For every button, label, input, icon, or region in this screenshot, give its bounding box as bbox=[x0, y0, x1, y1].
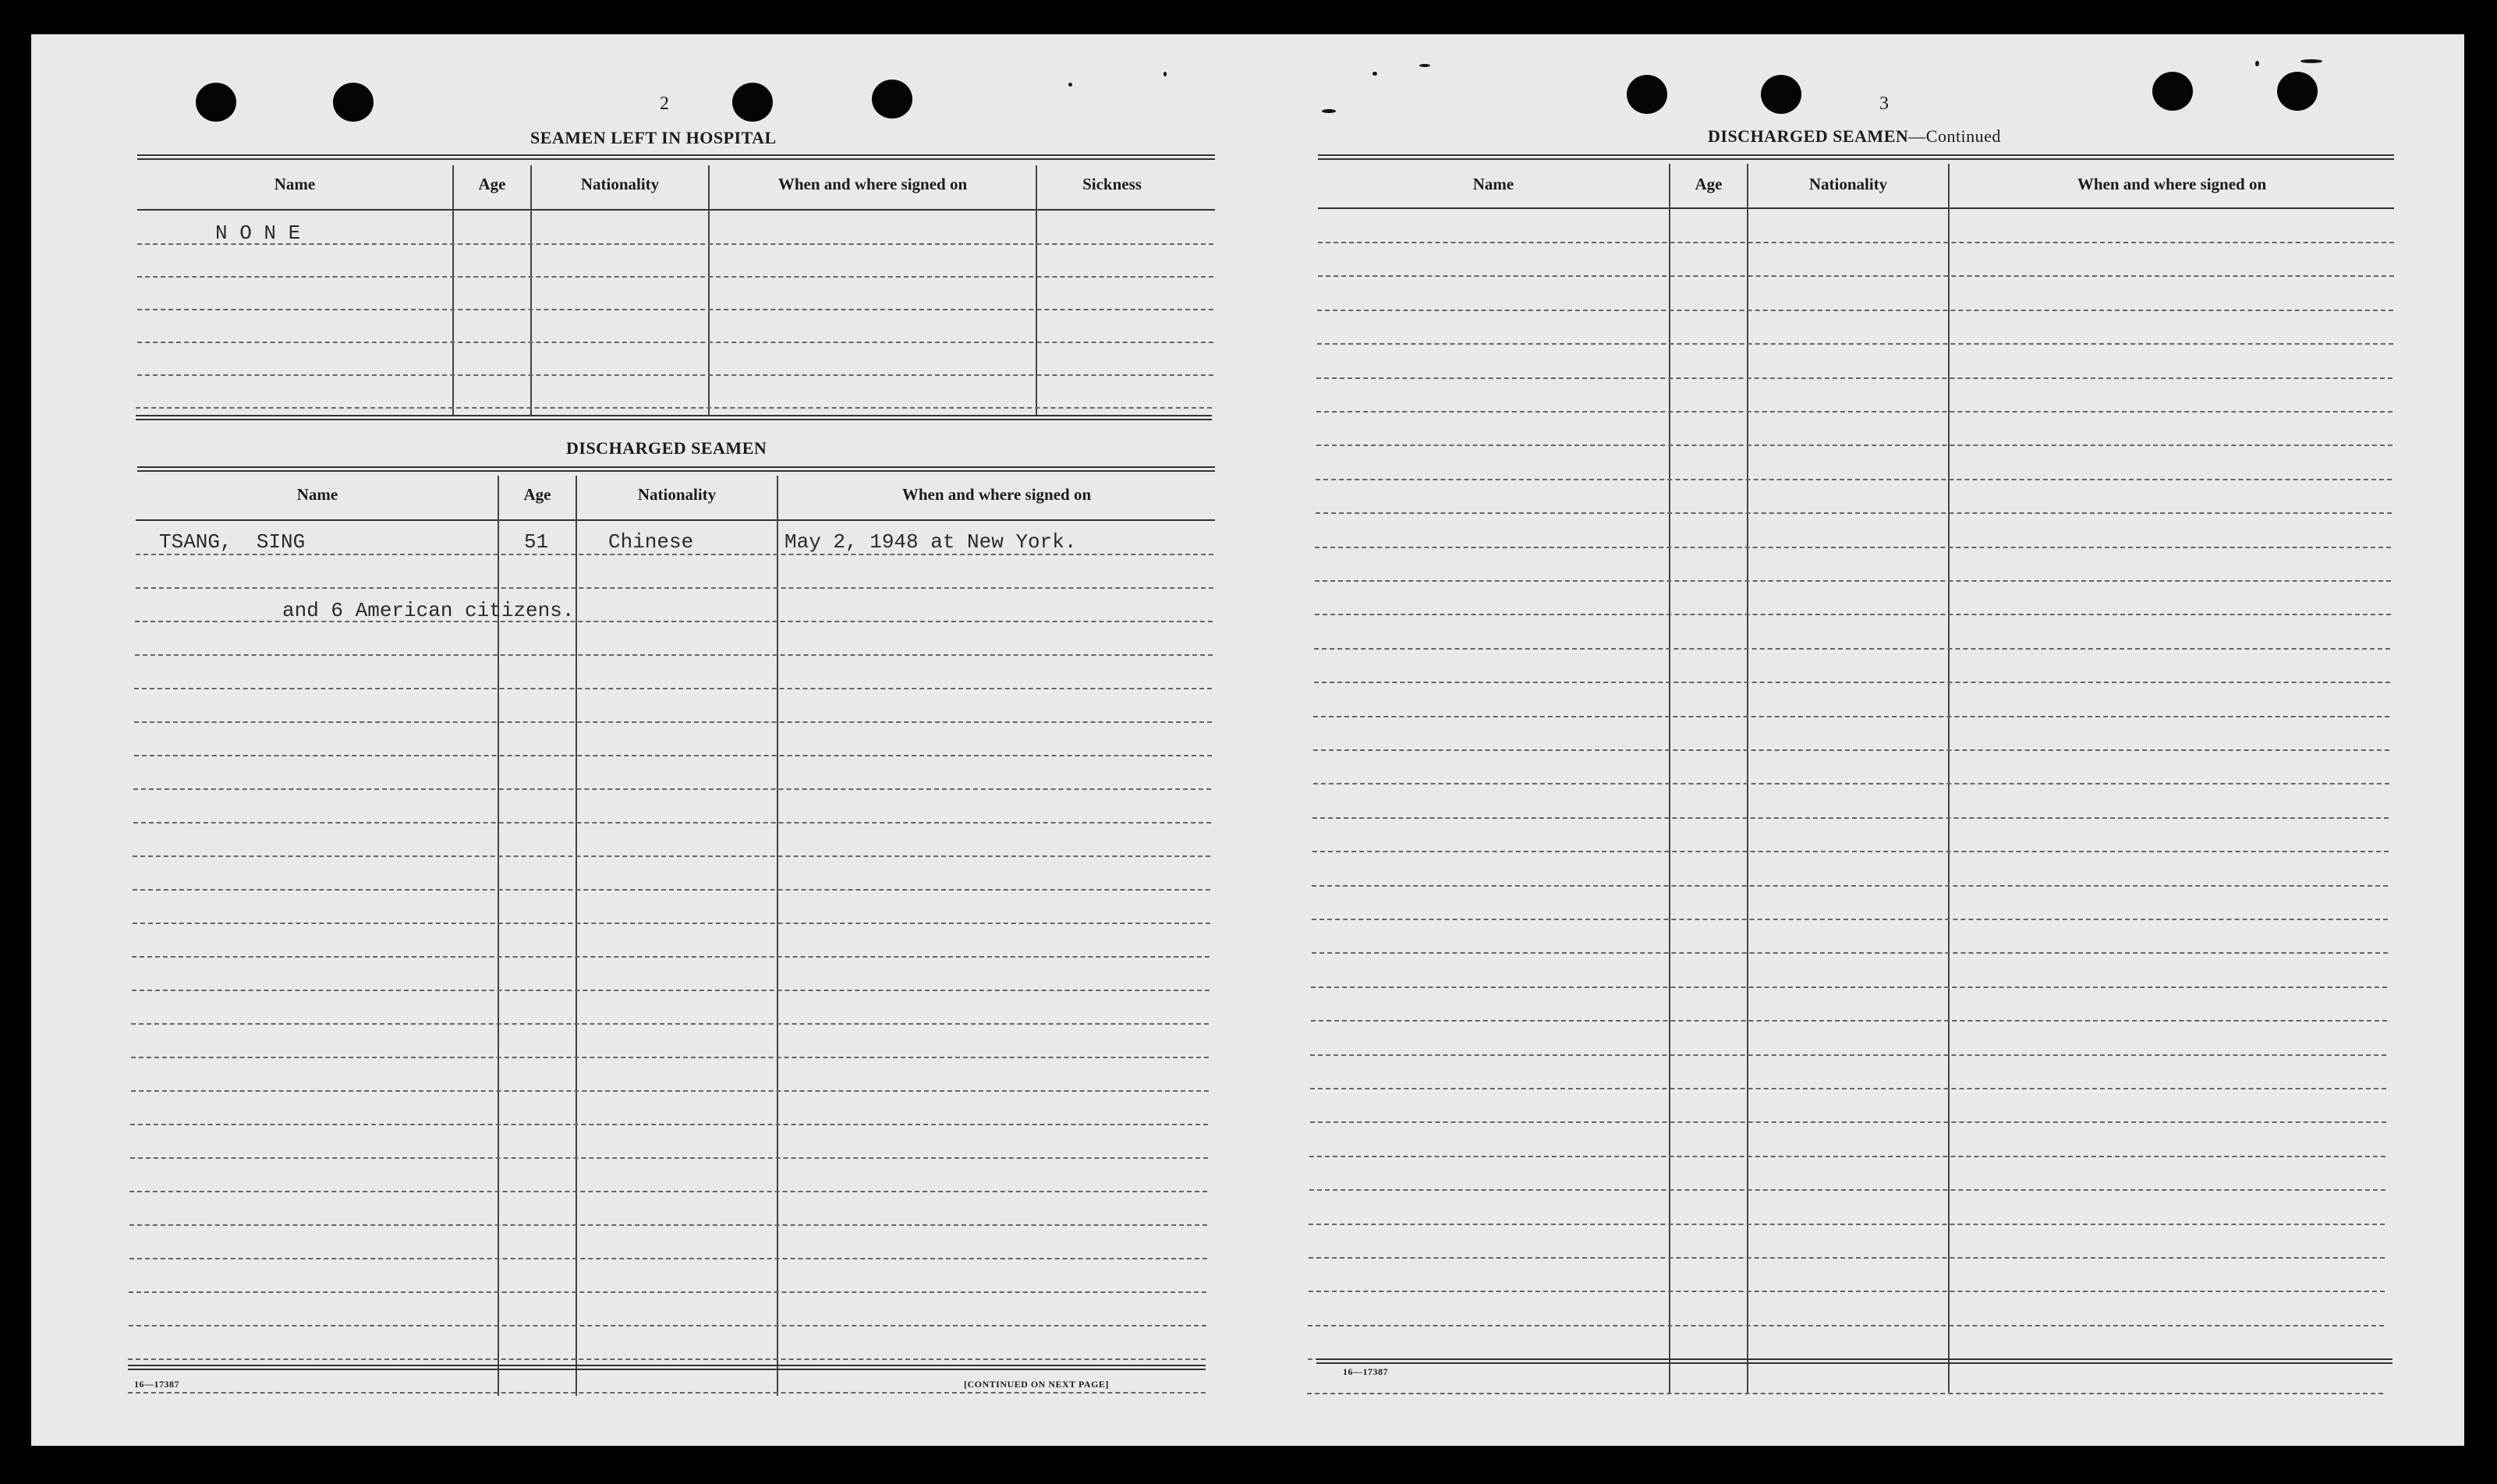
discharged-header-signed-on: When and where signed on bbox=[901, 485, 1092, 504]
punch-hole bbox=[196, 83, 236, 122]
ink-speck bbox=[1068, 83, 1072, 87]
row-line bbox=[133, 822, 1211, 823]
form-number-left: 16—17387 bbox=[134, 1379, 179, 1390]
row-line bbox=[134, 721, 1212, 723]
right-header-nationality: Nationality bbox=[1808, 175, 1888, 193]
discharged-header-name: Name bbox=[296, 485, 338, 504]
row-line bbox=[1309, 1224, 2385, 1225]
row-line bbox=[130, 1124, 1208, 1125]
row-line bbox=[128, 1358, 1206, 1360]
row-line bbox=[134, 755, 1212, 756]
seaman-age: 51 bbox=[524, 530, 549, 554]
ink-speck bbox=[1419, 64, 1430, 67]
row-line bbox=[1309, 1156, 2385, 1157]
row-line bbox=[137, 309, 1213, 310]
column-line bbox=[1948, 164, 1950, 1393]
row-line bbox=[134, 688, 1212, 689]
row-line bbox=[1309, 1291, 2385, 1292]
row-line bbox=[1316, 444, 2393, 446]
hospital-section-title: SEAMEN LEFT IN HOSPITAL bbox=[530, 128, 777, 147]
row-line bbox=[137, 276, 1213, 278]
row-line bbox=[1314, 648, 2390, 650]
row-line bbox=[1313, 783, 2389, 785]
right-header-age: Age bbox=[1695, 175, 1723, 193]
header-rule bbox=[137, 209, 1215, 211]
hospital-header-age: Age bbox=[478, 175, 506, 193]
double-rule bbox=[137, 154, 1215, 160]
column-line bbox=[708, 165, 710, 416]
row-line bbox=[131, 1023, 1209, 1025]
row-line bbox=[1316, 411, 2393, 413]
punch-hole bbox=[333, 83, 374, 122]
punch-hole bbox=[2277, 72, 2318, 111]
hospital-header-name: Name bbox=[274, 175, 316, 193]
seaman-nationality: Chinese bbox=[608, 530, 694, 554]
row-line bbox=[1315, 614, 2391, 615]
discharged-note: and 6 American citizens. bbox=[282, 599, 575, 622]
column-line bbox=[452, 165, 454, 416]
row-line bbox=[1315, 547, 2391, 548]
punch-hole bbox=[1761, 75, 1801, 114]
row-line bbox=[129, 1224, 1207, 1226]
double-rule bbox=[1316, 1358, 2393, 1364]
page-number-left: 2 bbox=[660, 94, 669, 114]
discharged-header-age: Age bbox=[523, 485, 551, 504]
row-line bbox=[1316, 512, 2392, 514]
row-line bbox=[1313, 749, 2389, 751]
ink-speck bbox=[1372, 72, 1377, 76]
row-line bbox=[1316, 479, 2392, 480]
row-line bbox=[136, 407, 1212, 409]
continued-note: [CONTINUED ON NEXT PAGE] bbox=[964, 1379, 1109, 1390]
row-line bbox=[137, 374, 1213, 376]
row-line bbox=[132, 956, 1210, 958]
column-line bbox=[1036, 165, 1037, 416]
punch-hole bbox=[1627, 75, 1667, 114]
column-line bbox=[1747, 164, 1748, 1393]
row-line bbox=[129, 1258, 1207, 1259]
row-line bbox=[137, 342, 1213, 343]
double-rule bbox=[136, 415, 1212, 420]
row-line bbox=[1310, 1088, 2386, 1089]
row-line bbox=[136, 554, 1213, 555]
row-line bbox=[133, 788, 1211, 790]
ink-speck bbox=[2255, 61, 2259, 66]
ink-speck bbox=[1322, 109, 1336, 113]
row-line bbox=[131, 1057, 1209, 1058]
discharged-continued-title bbox=[1708, 126, 2001, 147]
row-line bbox=[1307, 1393, 2383, 1394]
page-number-right: 3 bbox=[1879, 94, 1889, 114]
row-line bbox=[1315, 580, 2391, 582]
row-line bbox=[1317, 310, 2393, 311]
row-line bbox=[129, 1291, 1206, 1293]
row-line bbox=[133, 923, 1210, 924]
row-line bbox=[129, 1325, 1206, 1326]
row-line bbox=[1308, 1325, 2384, 1326]
row-line bbox=[130, 1157, 1208, 1159]
row-line bbox=[133, 855, 1210, 857]
header-rule bbox=[1318, 207, 2394, 209]
row-line bbox=[1313, 716, 2389, 717]
row-line bbox=[131, 1090, 1209, 1092]
double-rule bbox=[1318, 154, 2394, 160]
hospital-header-sickness: Sickness bbox=[1082, 175, 1142, 193]
row-line bbox=[1310, 1121, 2386, 1123]
row-line bbox=[132, 990, 1210, 991]
discharged-continued-title-main: DISCHARGED SEAMEN bbox=[1708, 126, 1909, 146]
hospital-entry: N O N E bbox=[215, 221, 301, 245]
row-line bbox=[1312, 817, 2389, 819]
row-line bbox=[1310, 1054, 2386, 1056]
right-header-name: Name bbox=[1472, 175, 1514, 193]
row-line bbox=[1311, 1020, 2387, 1022]
hospital-header-signed-on: When and where signed on bbox=[777, 175, 968, 193]
discharged-header-nationality: Nationality bbox=[637, 485, 717, 504]
row-line bbox=[1314, 682, 2390, 683]
double-rule bbox=[128, 1365, 1206, 1370]
right-header-signed-on: When and where signed on bbox=[2077, 175, 2267, 193]
row-line bbox=[1312, 851, 2389, 852]
row-line bbox=[1309, 1257, 2385, 1259]
row-line bbox=[1318, 242, 2394, 243]
row-line bbox=[1309, 1189, 2385, 1191]
punch-hole bbox=[872, 80, 912, 119]
row-line bbox=[1316, 377, 2393, 379]
double-rule bbox=[137, 466, 1215, 472]
row-line bbox=[135, 654, 1213, 656]
ink-speck bbox=[1163, 72, 1167, 76]
row-line bbox=[1312, 919, 2388, 920]
row-line bbox=[1312, 885, 2388, 887]
hospital-header-nationality: Nationality bbox=[580, 175, 660, 193]
punch-hole bbox=[732, 83, 773, 122]
discharged-section-title: DISCHARGED SEAMEN bbox=[566, 438, 767, 458]
row-line bbox=[1317, 343, 2393, 345]
row-line bbox=[128, 1392, 1206, 1394]
row-line bbox=[129, 1191, 1207, 1192]
row-line bbox=[1318, 275, 2394, 277]
header-rule bbox=[136, 519, 1215, 521]
seaman-name: TSANG, SING bbox=[159, 530, 306, 554]
punch-hole bbox=[2152, 72, 2193, 111]
form-number-right: 16—17387 bbox=[1343, 1366, 1388, 1377]
document-sheet bbox=[31, 34, 2464, 1446]
seaman-signed-on: May 2, 1948 at New York. bbox=[785, 530, 1077, 554]
column-line bbox=[530, 165, 532, 416]
discharged-continued-title-suffix: —Continued bbox=[1908, 126, 2001, 146]
row-line bbox=[136, 587, 1213, 589]
row-line bbox=[133, 889, 1210, 891]
column-line bbox=[1669, 164, 1670, 1393]
ink-speck bbox=[2300, 59, 2322, 63]
row-line bbox=[1311, 986, 2387, 988]
row-line bbox=[1312, 952, 2388, 954]
